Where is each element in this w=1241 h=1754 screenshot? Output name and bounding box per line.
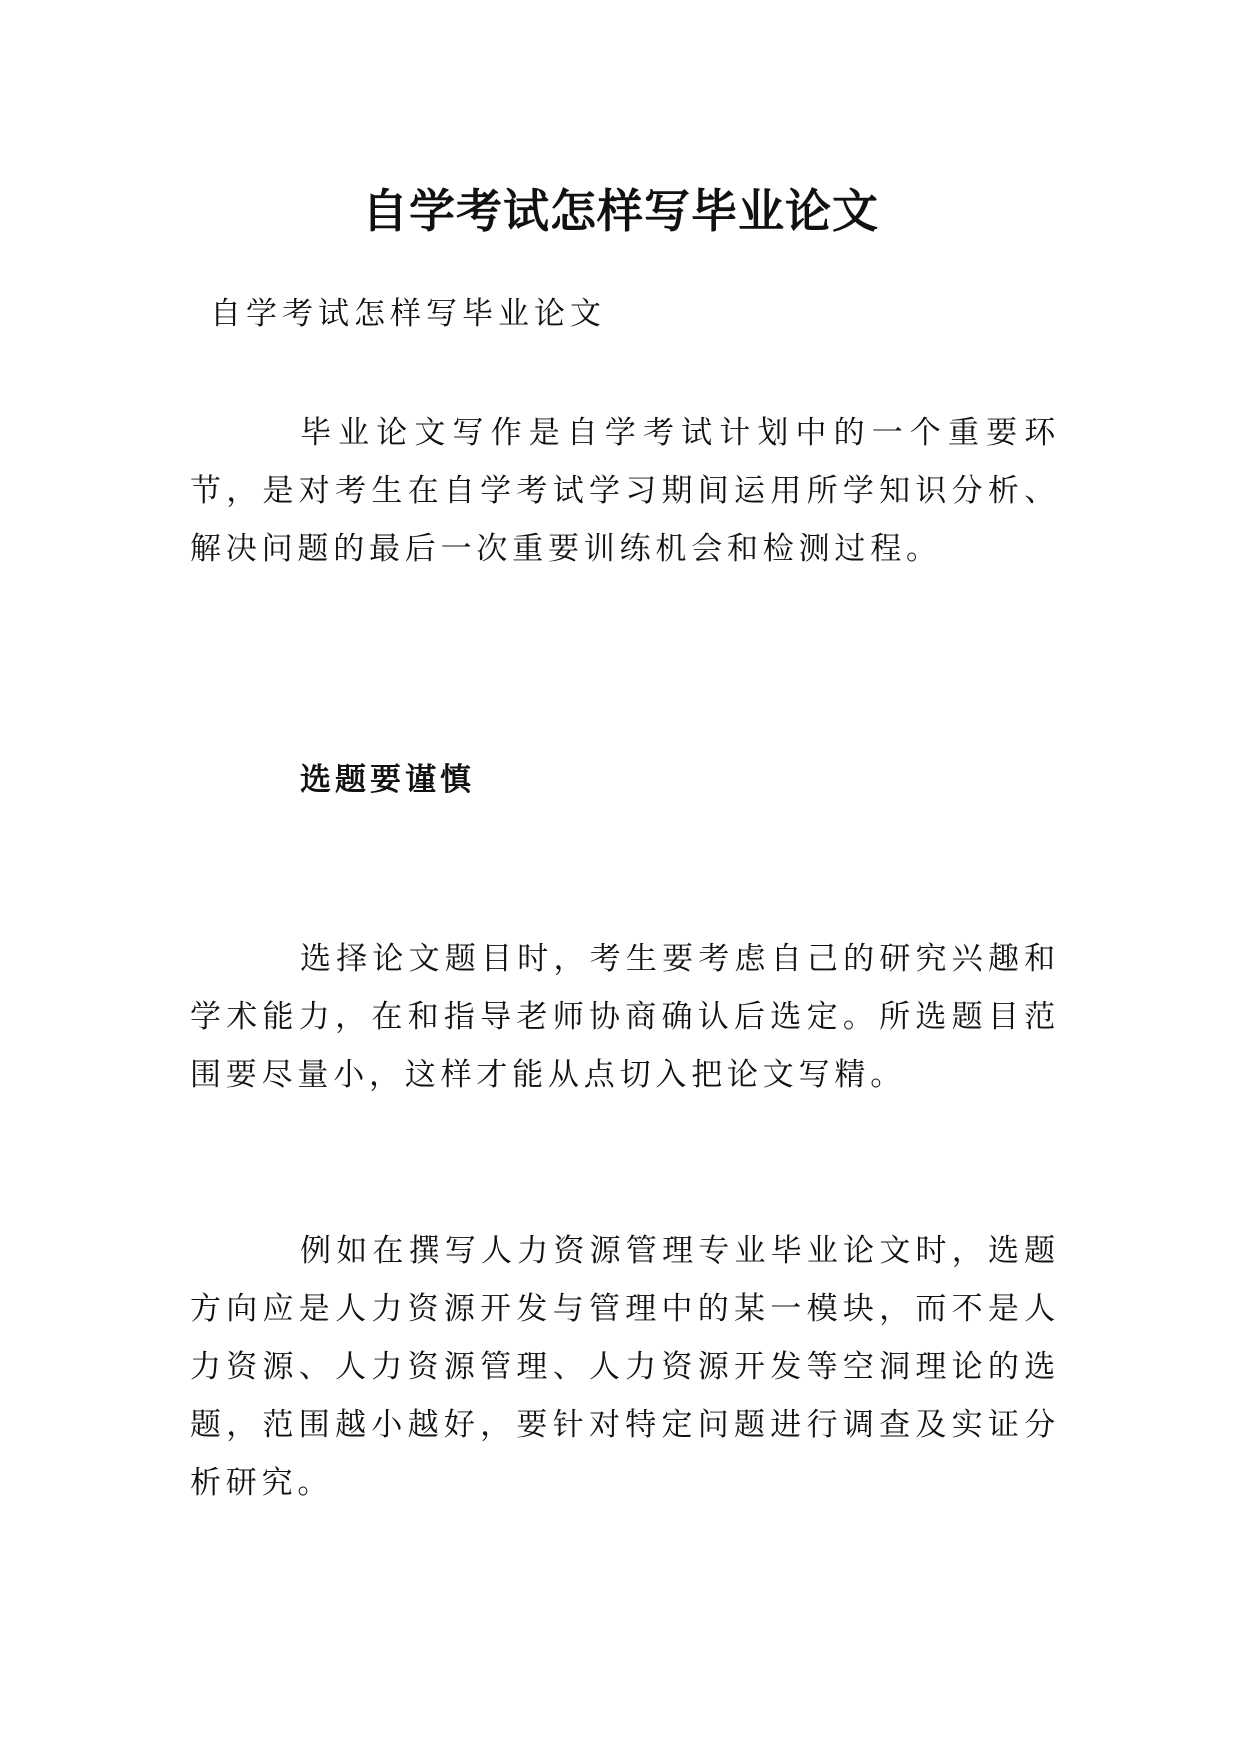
topic-selection-paragraph: 选择论文题目时，考生要考虑自己的研究兴趣和学术能力，在和指导老师协商确认后选定。所选题目范围要尽量小，这样才能从点切入把论文写精。 <box>190 941 1060 1093</box>
intro-paragraph: 毕业论文写作是自学考试计划中的一个重要环节，是对考生在自学考试学习期间运用所学知识分析、解决问题的最后一次重要训练机会和检测过程。 <box>190 415 1060 567</box>
document-subtitle: 自学考试怎样写毕业论文 <box>210 296 606 332</box>
section-heading: 选题要谨慎 <box>300 762 475 798</box>
example-paragraph: 例如在撰写人力资源管理专业毕业论文时，选题方向应是人力资源开发与管理中的某一模块，而不是人力资源、人力资源管理、人力资源开发等空洞理论的选题，范围越小越好，要针对特定问题进行调查及实证分析研究。 <box>190 1233 1060 1501</box>
document-title: 自学考试怎样写毕业论文 <box>362 183 879 238</box>
